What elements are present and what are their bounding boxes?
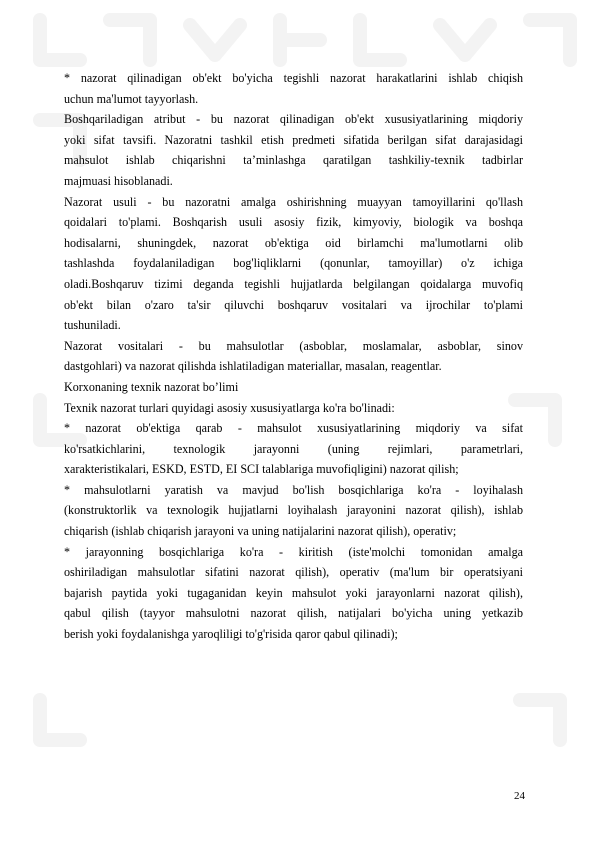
text-line: Texnik nazorat turlari quyidagi asosiy xususiyatlarga ko'ra bo'linadi: [64,400,395,415]
text-line: xarakteristikalari, ESKD, ESTD, EI SCI talablariga muvofiqligini) nazorat qilish; [64,462,459,477]
text-line: oshiriladigan mahsulotlar sifatini nazorat qilish), operativ (ma'lum bir operatsiyani [64,565,523,580]
text-line: Korxonaning texnik nazorat bo’limi [64,379,239,394]
text-line: ob'ekt bilan o'zaro ta'sir qiluvchi boshqaruv vositalari va ijrochilar to'plami [64,297,523,312]
text-line: dastgohlari) va nazorat qilishda ishlatiladigan materiallar, masalan, reagentlar. [64,359,442,374]
text-line: * nazorat ob'ektiga qarab - mahsulot xususiyatlarining miqdoriy va sifat [64,421,523,436]
text-line: yoki sifat tavsifi. Nazoratni tashkil etish predmeti sifatida berilgan sifat darajasidagi [64,132,523,147]
paragraph-bullet-mahsulotlarni-yaratish [64,480,523,542]
text-line: qoidalari to'plami. Boshqarish usuli asosiy fizik, kimyoviy, biologik va boshqa [64,215,523,230]
text-line: ko'rsatkichlarini, texnologik jarayonni (uning rejimlari, parametrlari, [64,441,523,456]
paragraph-korxona-texnik-nazorati [64,377,523,398]
paragraph-texnik-nazorat-turlari [64,398,523,419]
text-line: oladi.Boshqaruv tizimi deganda tegishli hujjatlarda belgilangan qoidalarga muvofiq [64,276,523,291]
paragraph-nazorat-vositalari [64,336,523,377]
text-line: Nazorat usuli - bu nazoratni amalga oshirishning muayyan tamoyillarini qo'llash [64,194,523,209]
text-line: (konstruktorlik va texnologik hujjatlarni loyihalash jarayonini nazorat qilish), ishlab [64,503,523,518]
text-line: tushuniladi. [64,318,121,333]
text-line: Nazorat vositalari - bu mahsulotlar (asboblar, moslamalar, asboblar, sinov [64,338,523,353]
text-line: bajarish paytida yoki tugaganidan keyin mahsulot yoki jarayonlarni nazorat qilish), [64,585,523,600]
text-line: berish yoki foydalanishga yaroqliligi to'g'risida qaror qabul qilinadi); [64,627,398,642]
paragraph-bullet-jarayonning-bosqichlariga [64,542,523,645]
paragraph-nazorat-usuli [64,192,523,336]
text-line: majmuasi hisoblanadi. [64,173,173,188]
text-line: hodisalarni, shuningdek, nazorat ob'ektiga oid birlamchi ma'lumotlarni olib [64,235,523,250]
document-body [64,68,523,645]
text-line: chiqarish (ishlab chiqarish jarayoni va uning natijalarini nazorat qilish), operativ; [64,524,457,539]
text-line: tashlashda foydalaniladigan bog'liqliklarni (qonunlar, tamoyillar) o'z ichiga [64,256,523,271]
text-line: * nazorat qilinadigan ob'ekt bo'yicha tegishli nazorat harakatlarini ishlab chiqish [64,71,523,85]
text-line: * jarayonning bosqichlariga ko'ra - kiritish (iste'molchi tomonidan amalga [64,544,523,559]
text-line: qabul qilish (tayyor mahsulotni nazorat qilish, natijalari bo'yicha uning yetkazib [64,606,523,621]
paragraph-bullet-obektiga-qarab [64,418,523,480]
text-line: Boshqariladigan atribut - bu nazorat qilinadigan ob'ekt xususiyatlarining miqdoriy [64,112,523,127]
text-line: * mahsulotlarni yaratish va mavjud bo'lish bosqichlariga ko'ra - loyihalash [64,482,523,497]
text-line: uchun ma'lumot tayyorlash. [64,91,199,106]
paragraph-boshqariladigan-atribut [64,109,523,191]
page-number: 24 [514,790,525,802]
paragraph-nazorat-qilinadigan-obekt [64,68,523,109]
text-line: mahsulot ishlab chiqarishni ta’minlashga qaratilgan tashkiliy-texnik tadbirlar [64,153,523,168]
